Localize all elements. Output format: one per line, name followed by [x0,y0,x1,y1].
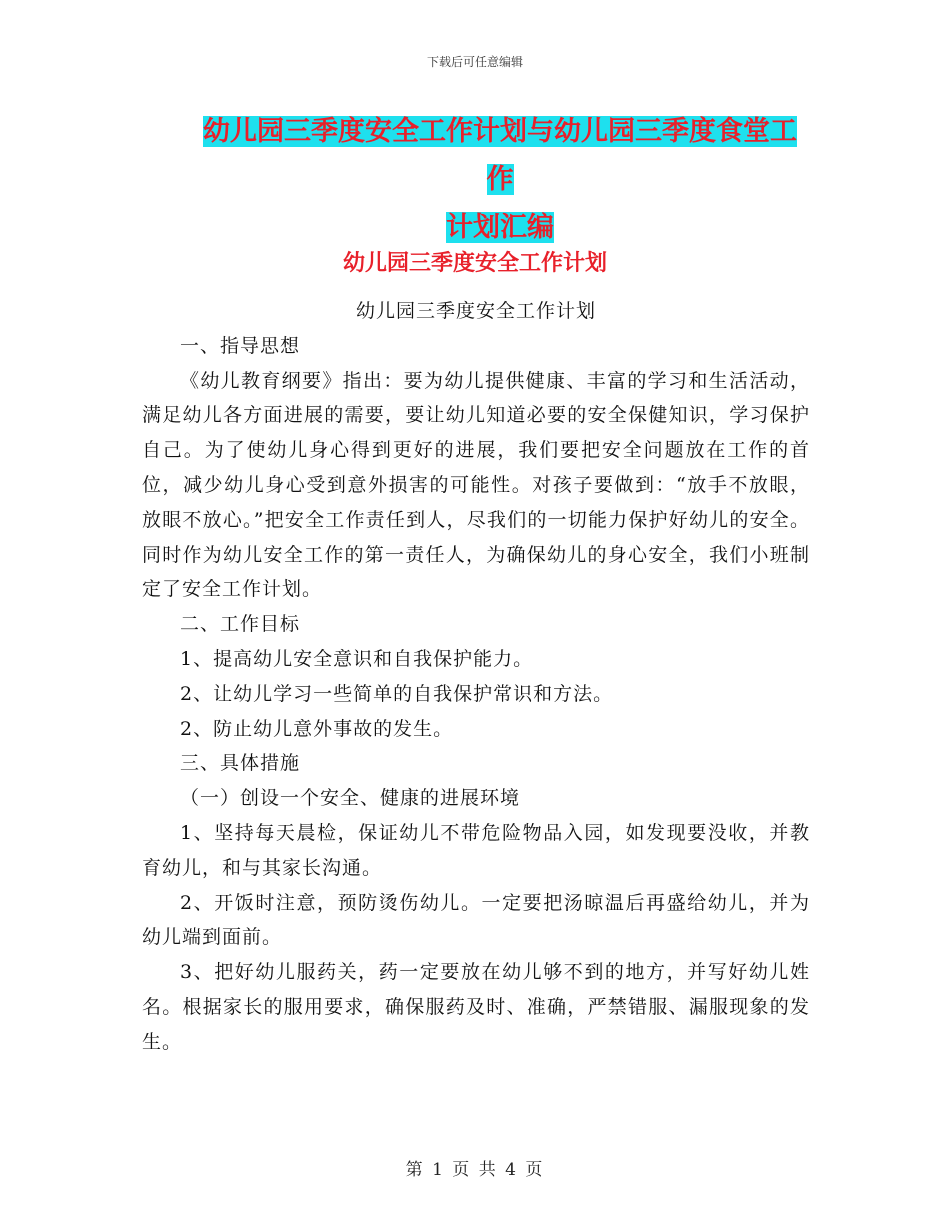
measure-item: 3、把好幼儿服药关，药一定要放在幼儿够不到的地方，并写好幼儿姓名。根据家长的服用要求，确保服药及时、准确，严禁错服、漏服现象的发生。 [142,961,810,1053]
measure-item: 1、坚持每天晨检，保证幼儿不带危险物品入园，如发现要没收，并教育幼儿，和与其家长沟通。 [142,821,810,879]
document-title-line-2: 计划汇编 [446,212,554,243]
paragraph-guiding-thought: 《幼儿教育纲要》指出：要为幼儿提供健康、丰富的学习和生活活动，满足幼儿各方面进展的需要，要让幼儿知道必要的安全保健知识，学习保护自己。为了使幼儿身心得到更好的进展，我们要把安全问题放在工作的首位，减少幼儿身心受到意外损害的可能性。对孩子要做到：“放手不放眼，放眼不放心。”把安全工作责任到人，尽我们的一切能力保护好幼儿的安全。同时作为幼儿安全工作的第一责任人，为确保幼儿的身心安全，我们小班制定了安全工作计划。 [142,369,810,601]
document-title-line-1: 幼儿园三季度安全工作计划与幼儿园三季度食堂工作 [203,116,797,195]
goal-item: 2、防止幼儿意外事故的发生。 [180,717,454,740]
subtitle: 幼儿园三季度安全工作计划 [355,300,596,322]
subheading-environment: （一）创设一个安全、健康的进展环境 [180,787,521,810]
heading-measures: 三、具体措施 [180,752,301,775]
heading-work-goals: 二、工作目标 [180,613,301,636]
header-note: 下载后可任意编辑 [426,55,523,69]
heading-guiding-thought: 一、指导思想 [180,334,301,357]
section-title: 幼儿园三季度安全工作计划 [342,251,607,276]
goal-item: 1、提高幼儿安全意识和自我保护能力。 [180,647,534,670]
measure-item: 2、开饭时注意，预防烫伤幼儿。一定要把汤晾温后再盛给幼儿，并为幼儿端到面前。 [142,891,810,949]
goal-item: 2、让幼儿学习一些简单的自我保护常识和方法。 [180,682,614,705]
page-number-footer: 第 1 页 共 4 页 [405,1160,545,1180]
document-body [142,294,810,1060]
document-title [190,108,810,252]
